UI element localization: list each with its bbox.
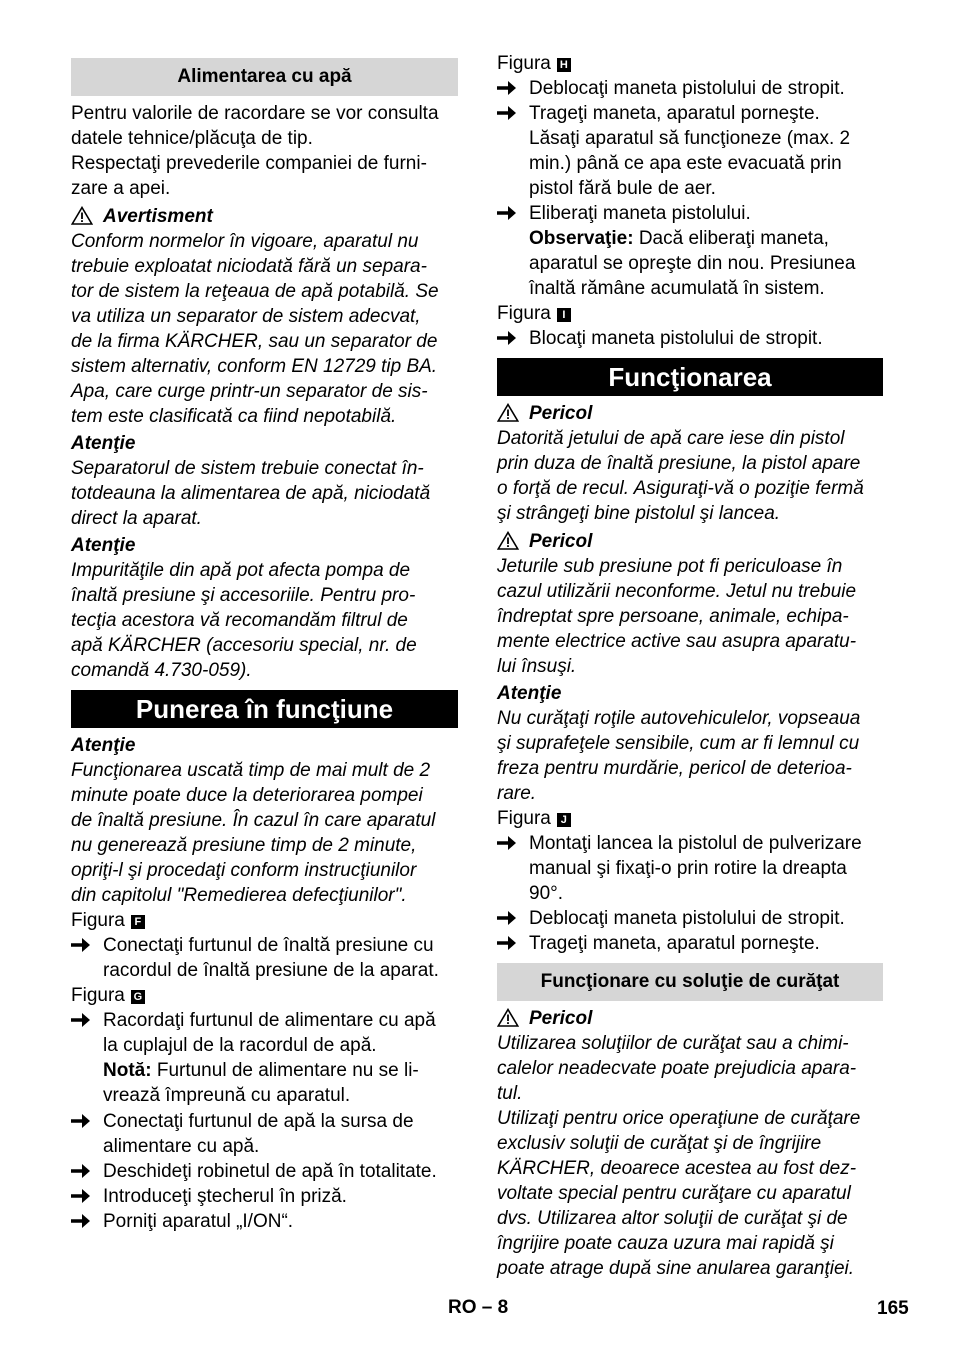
- text-line: îngrijire poate cauza uzura mai rapidă şi: [497, 1233, 834, 1254]
- figure-letter-badge: J: [557, 813, 571, 827]
- text-line: Jeturile sub presiune pot fi periculoase în: [497, 556, 843, 577]
- caution-text: [71, 456, 458, 531]
- figure-letter-badge: H: [557, 58, 571, 72]
- text-line: exclusiv soluţii de curăţat şi de îngrijire: [497, 1133, 822, 1154]
- text-line: de înaltă presiune. În cazul în care aparatul: [71, 810, 436, 831]
- arrow-right-icon: [497, 204, 517, 222]
- text-line: pistol fără bule de aer.: [529, 178, 716, 199]
- text-line: cazul utilizării neconforme. Jetul nu trebuie: [497, 581, 857, 602]
- text-line: calelor neadecvate poate prejudicia apara-: [497, 1058, 857, 1079]
- text-line: 90°.: [529, 883, 564, 904]
- arrow-right-icon: [71, 1011, 91, 1029]
- arrow-right-icon: [497, 934, 517, 952]
- text-line: Lăsaţi aparatul să funcţioneze (max. 2: [529, 128, 851, 149]
- text-line: min.) până ce apa este evacuată prin: [529, 153, 842, 174]
- text-line: Trageţi maneta, aparatul porneşte.: [529, 103, 820, 124]
- text-line: alimentare cu apă.: [103, 1136, 260, 1157]
- text-line: poate atrage după sine anularea garanţiei.: [497, 1258, 855, 1279]
- text-line: înaltă rămâne acumulată în sistem.: [529, 278, 825, 299]
- observation-label: Observaţie:: [529, 228, 634, 249]
- warning-triangle-icon: [497, 1008, 519, 1027]
- text-line: Apa, care curge printr-un separator de sis-: [71, 381, 428, 402]
- text-line: şi suprafeţele sensibile, cum ar fi lemnul cu: [497, 733, 860, 754]
- arrow-right-icon: [497, 79, 517, 97]
- text-line: Conectaţi furtunul de înaltă presiune cu: [103, 935, 434, 956]
- text-line: Conectaţi furtunul de apă la sursa de: [103, 1111, 414, 1132]
- text-line: Separatorul de sistem trebuie conectat în-: [71, 458, 424, 479]
- text-line: racordul de înaltă presiune de la aparat.: [103, 960, 439, 981]
- text-line: Pentru valorile de racordare se vor consulta: [71, 103, 439, 124]
- caution-title: Atenţie: [497, 683, 562, 704]
- warning-triangle-icon: [71, 206, 93, 225]
- text-line: comandă 4.730-059).: [71, 660, 252, 681]
- text-line: rare.: [497, 783, 537, 804]
- text-line: Utilizaţi pentru orice operaţiune de curăţare: [497, 1108, 861, 1129]
- warning-triangle-icon: [497, 403, 519, 422]
- danger-title: Pericol: [529, 1008, 593, 1029]
- footer-section-label: RO – 8: [448, 1297, 509, 1318]
- text-line: Blocaţi maneta pistolului de stropit.: [529, 328, 823, 349]
- heading-solutie: Funcţionare cu soluţie de curăţat: [497, 963, 883, 1001]
- figure-letter-badge: G: [131, 990, 145, 1004]
- step-item: [497, 101, 883, 201]
- heading-punerea: Punerea în funcţiune: [71, 690, 458, 728]
- text-line: şi strângeţi bine pistolul şi lancea.: [497, 503, 781, 524]
- text-line: minute poate duce la deteriorarea pompei: [71, 785, 423, 806]
- text-line: totdeauna la alimentarea de apă, niciodată: [71, 483, 431, 504]
- arrow-right-icon: [497, 834, 517, 852]
- text-line: tecţia acestora vă recomandăm filtrul de: [71, 610, 408, 631]
- caution-title: Atenţie: [71, 735, 136, 756]
- text-line: apă KÄRCHER (accesoriu special, nr. de: [71, 635, 417, 656]
- step-item: [71, 1184, 458, 1209]
- heading-functionarea: Funcţionarea: [497, 358, 883, 396]
- figure-label: Figura: [497, 303, 551, 324]
- step-item: [71, 1209, 458, 1234]
- note-text: Furtunul de alimentare nu se li-: [151, 1060, 419, 1081]
- text-line: direct la aparat.: [71, 508, 202, 529]
- text-line: Funcţionarea uscată timp de mai mult de 2: [71, 760, 431, 781]
- text-line: Deblocaţi maneta pistolului de stropit.: [529, 78, 845, 99]
- text-line: îndreptat spre persoane, animale, echipa-: [497, 606, 849, 627]
- text-line: Montaţi lancea la pistolul de pulverizare: [529, 833, 862, 854]
- text-line: Impurităţile din apă pot afecta pompa de: [71, 560, 411, 581]
- figure-label: Figura: [71, 985, 125, 1006]
- text-line: prin duza de înaltă presiune, la pistol apare: [497, 453, 861, 474]
- danger-heading: [497, 1006, 883, 1031]
- danger-heading: [497, 401, 883, 426]
- figure-label: Figura: [71, 910, 125, 931]
- text-line: mente electrice active sau asupra aparatu-: [497, 631, 857, 652]
- note-line: [103, 1058, 458, 1083]
- warning-text: [71, 229, 458, 429]
- arrow-right-icon: [497, 329, 517, 347]
- step-item: [71, 1159, 458, 1184]
- step-item: [497, 76, 883, 101]
- text-line: Deschideţi robinetul de apă în totalitate.: [103, 1161, 437, 1182]
- warning-title: Avertisment: [103, 206, 213, 227]
- figure-reference: [497, 301, 883, 326]
- warning-heading: [71, 204, 458, 229]
- arrow-right-icon: [71, 1112, 91, 1130]
- caution-text: [71, 558, 458, 683]
- figure-letter-badge: F: [131, 915, 145, 929]
- arrow-right-icon: [497, 909, 517, 927]
- observation-line: [529, 226, 883, 251]
- text-line: Deblocaţi maneta pistolului de stropit.: [529, 908, 845, 929]
- caution-text: [71, 758, 458, 908]
- danger-title: Pericol: [529, 403, 593, 424]
- text-line: vrează împreună cu aparatul.: [103, 1085, 351, 1106]
- arrow-right-icon: [497, 104, 517, 122]
- text-line: Introduceţi ştecherul în priză.: [103, 1186, 347, 1207]
- text-line: Racordaţi furtunul de alimentare cu apă: [103, 1010, 436, 1031]
- caution-text: [497, 706, 883, 806]
- text-line: tem este clasificată ca fiind nepotabilă.: [71, 406, 397, 427]
- danger-text: [497, 554, 883, 679]
- text-line: KÄRCHER, deoarece acestea au fost dez-: [497, 1158, 857, 1179]
- danger-heading: [497, 529, 883, 554]
- text-line: dvs. Utilizarea altor soluţii de curăţat şi de: [497, 1208, 848, 1229]
- step-item: [71, 1109, 458, 1159]
- danger-text: [497, 426, 883, 526]
- step-item: [71, 1008, 458, 1108]
- figure-reference: [497, 806, 883, 831]
- text-line: opriţi-l şi procedaţi conform instrucţiunilor: [71, 860, 417, 881]
- arrow-right-icon: [71, 1187, 91, 1205]
- text-line: freza pentru murdărie, pericol de deterioa-: [497, 758, 852, 779]
- text-line: din capitolul "Remedierea defecţiunilor".: [71, 885, 407, 906]
- arrow-right-icon: [71, 936, 91, 954]
- text-line: va utiliza un separator de sistem adecvat,: [71, 306, 421, 327]
- text-line: manual şi fixaţi-o prin rotire la dreapta: [529, 858, 847, 879]
- figure-reference: [497, 51, 883, 76]
- text-line: lui însuşi.: [497, 656, 577, 677]
- step-item: [497, 831, 883, 906]
- danger-title: Pericol: [529, 531, 593, 552]
- text-line: zare a apei.: [71, 178, 171, 199]
- note-label: Notă:: [103, 1060, 152, 1081]
- text-line: Trageţi maneta, aparatul porneşte.: [529, 933, 820, 954]
- text-line: Conform normelor în vigoare, aparatul nu: [71, 231, 419, 252]
- caution-title: Atenţie: [71, 433, 136, 454]
- text-line: Utilizarea soluţiilor de curăţat sau a chimi-: [497, 1033, 849, 1054]
- arrow-right-icon: [71, 1212, 91, 1230]
- text-line: voltate special pentru curăţare cu aparatul: [497, 1183, 851, 1204]
- observation-text: Dacă eliberaţi maneta,: [633, 228, 829, 249]
- text-line: Eliberaţi maneta pistolului.: [529, 203, 751, 224]
- text-line: Datorită jetului de apă care iese din pistol: [497, 428, 845, 449]
- text-line: datele tehnice/plăcuţa de tip.: [71, 128, 313, 149]
- step-item: [497, 906, 883, 931]
- figure-letter-badge: I: [557, 308, 571, 322]
- intro-paragraph: [71, 101, 458, 201]
- step-item: [497, 326, 883, 351]
- text-line: tor de sistem la reţeaua de apă potabilă. Se: [71, 281, 439, 302]
- figure-reference: [71, 983, 458, 1008]
- heading-alimentarea: Alimentarea cu apă: [71, 58, 458, 96]
- text-line: aparatul se opreşte din nou. Presiunea: [529, 253, 856, 274]
- danger-text: [497, 1031, 883, 1281]
- text-line: la cuplajul de la racordul de apă.: [103, 1035, 377, 1056]
- text-line: tul.: [497, 1083, 523, 1104]
- text-line: de la firma KÄRCHER, sau un separator de: [71, 331, 438, 352]
- figure-reference: [71, 908, 458, 933]
- text-line: nu generează presiune timp de 2 minute,: [71, 835, 417, 856]
- text-line: Nu curăţaţi roţile autovehiculelor, vopseaua: [497, 708, 861, 729]
- text-line: sistem alternativ, conform EN 12729 tip BA.: [71, 356, 438, 377]
- step-item: [71, 933, 458, 983]
- figure-label: Figura: [497, 53, 551, 74]
- step-item: [497, 201, 883, 301]
- step-item: [497, 931, 883, 956]
- text-line: Respectaţi prevederile companiei de furni-: [71, 153, 427, 174]
- caution-title: Atenţie: [71, 535, 136, 556]
- figure-label: Figura: [497, 808, 551, 829]
- text-line: trebuie exploatat niciodată fără un separa-: [71, 256, 427, 277]
- text-line: înaltă presiune şi accesoriile. Pentru pro-: [71, 585, 416, 606]
- footer-page-number: 165: [877, 1298, 909, 1319]
- arrow-right-icon: [71, 1162, 91, 1180]
- warning-triangle-icon: [497, 531, 519, 550]
- text-line: Porniţi aparatul „I/ON“.: [103, 1211, 294, 1232]
- text-line: o forţă de recul. Asiguraţi-vă o poziţie fermă: [497, 478, 864, 499]
